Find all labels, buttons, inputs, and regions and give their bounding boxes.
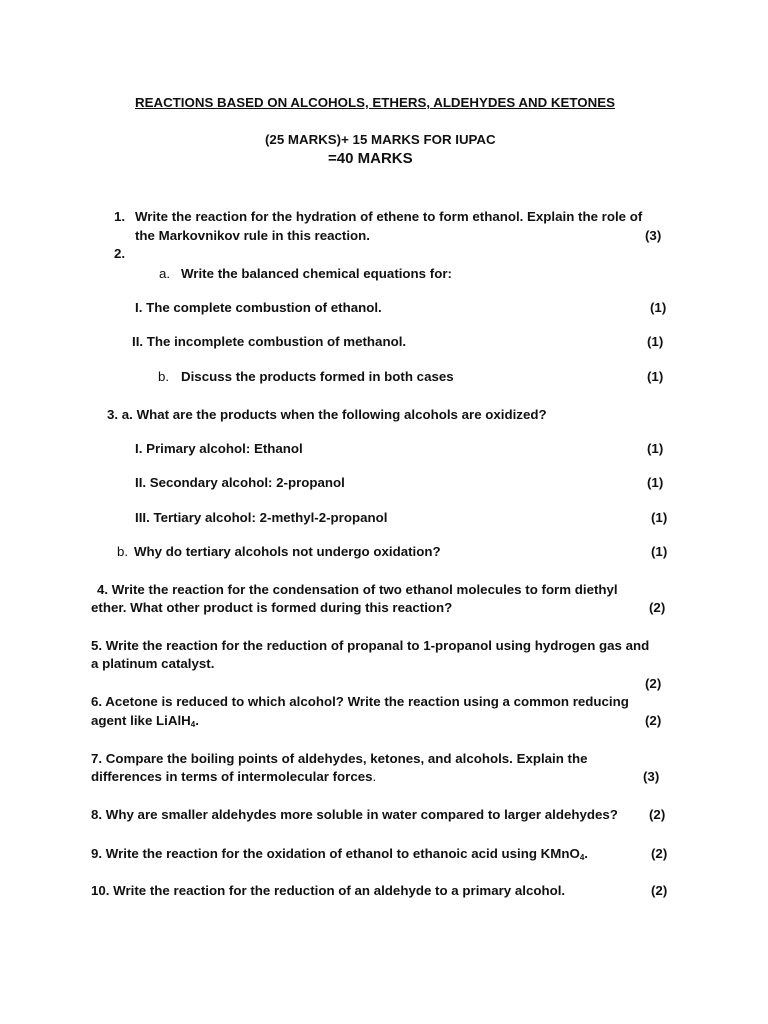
question-6-subscript: 4 <box>190 720 196 729</box>
question-6-marks: (2) <box>645 713 662 728</box>
question-2-part-i-marks: (1) <box>650 300 667 315</box>
question-8-marks: (2) <box>649 807 666 822</box>
question-10-text: 10. Write the reaction for the reduction of an aldehyde to a primary alcohol. <box>91 883 566 898</box>
question-9-marks: (2) <box>651 846 668 861</box>
question-2-part-i-text: I. The complete combustion of ethanol. <box>135 300 382 315</box>
question-2b-marks: (1) <box>647 369 664 384</box>
question-3-part-iii-marks: (1) <box>651 510 668 525</box>
question-7-text-line-2 <box>91 769 376 785</box>
question-1-text-line-1: Write the reaction for the hydration of ethene to form ethanol. Explain the role of <box>135 209 643 224</box>
question-6-text-line-2 <box>91 713 199 733</box>
document-title: REACTIONS BASED ON ALCOHOLS, ETHERS, ALDEHYDES AND KETONES <box>135 95 615 110</box>
question-1-marks: (3) <box>645 228 662 243</box>
question-7-text-line-1: 7. Compare the boiling points of aldehydes, ketones, and alcohols. Explain the <box>91 751 588 766</box>
question-3b-text: Why do tertiary alcohols not undergo oxidation? <box>134 544 441 559</box>
question-2b-text: Discuss the products formed in both cases <box>181 369 454 384</box>
question-8-text: 8. Why are smaller aldehydes more soluble in water compared to larger aldehydes? <box>91 807 618 822</box>
question-5-marks: (2) <box>645 676 662 691</box>
question-3-part-iii-text: III. Tertiary alcohol: 2-methyl-2-propanol <box>135 510 388 525</box>
question-9-text-end: . <box>584 846 588 861</box>
question-5-text-line-2: a platinum catalyst. <box>91 656 215 671</box>
question-1-text-line-2: the Markovnikov rule in this reaction. <box>135 228 370 243</box>
question-7-marks: (3) <box>643 769 660 784</box>
question-2-part-ii-marks: (1) <box>647 334 664 349</box>
question-4-text-line-1: 4. Write the reaction for the condensation of two ethanol molecules to form diethyl <box>97 582 618 597</box>
marks-line-2: =40 MARKS <box>328 150 413 167</box>
question-3a-text: 3. a. What are the products when the following alcohols are oxidized? <box>107 407 547 422</box>
question-1-number: 1. <box>114 209 126 224</box>
question-10-marks: (2) <box>651 883 668 898</box>
question-2b-label: b. <box>158 369 170 384</box>
question-2-number: 2. <box>114 246 126 261</box>
question-3-part-i-text: I. Primary alcohol: Ethanol <box>135 441 303 456</box>
question-9-text-main: 9. Write the reaction for the oxidation of ethanol to ethanoic acid using KMnO <box>91 846 580 861</box>
question-3b-marks: (1) <box>651 544 668 559</box>
question-3-part-ii-text: II. Secondary alcohol: 2-propanol <box>135 475 345 490</box>
question-5-text-line-1: 5. Write the reaction for the reduction of propanal to 1-propanol using hydrogen gas and <box>91 638 650 653</box>
question-6-text-line-2-end: . <box>195 713 199 728</box>
question-7-text-line-2-main: differences in terms of intermolecular forces <box>91 769 373 784</box>
question-3-part-ii-marks: (1) <box>647 475 664 490</box>
question-9-text <box>91 846 588 866</box>
question-2a-label: a. <box>159 266 171 281</box>
question-2a-text: Write the balanced chemical equations for: <box>181 266 452 281</box>
question-2-part-ii-text: II. The incomplete combustion of methanol. <box>132 334 407 349</box>
question-3b-label: b. <box>117 544 129 559</box>
question-7-text-line-2-end: . <box>372 769 377 784</box>
question-4-text-line-2: ether. What other product is formed during this reaction? <box>91 600 453 615</box>
question-6-text-line-1: 6. Acetone is reduced to which alcohol? Write the reaction using a common reducing <box>91 694 629 709</box>
marks-line-1: (25 MARKS)+ 15 MARKS FOR IUPAC <box>265 132 496 147</box>
question-6-text-line-2-main: agent like LiAlH <box>91 713 191 728</box>
question-3-part-i-marks: (1) <box>647 441 664 456</box>
question-4-marks: (2) <box>649 600 666 615</box>
question-9-subscript: 4 <box>579 853 585 862</box>
